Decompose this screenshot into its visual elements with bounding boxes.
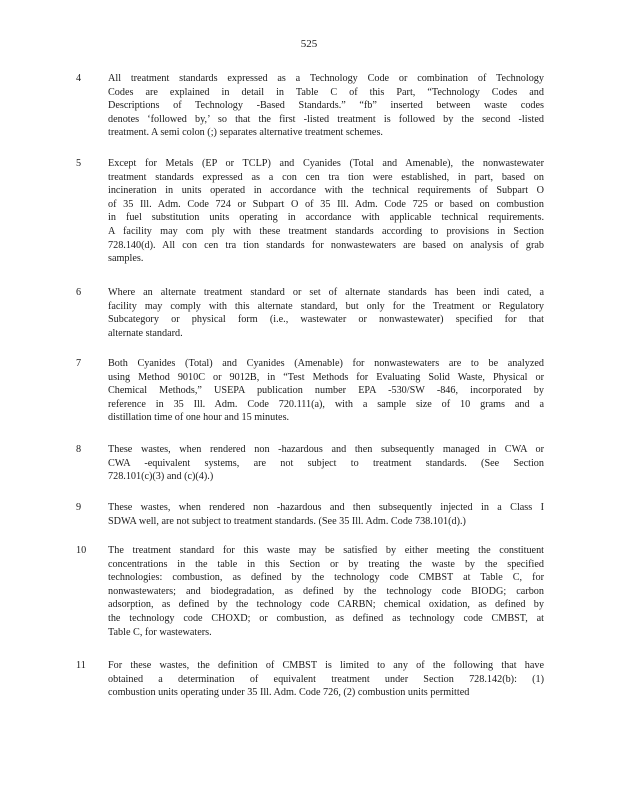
footnote-text bbox=[108, 544, 544, 639]
footnote-number: 10 bbox=[76, 545, 87, 556]
footnote-line: combustion units operating under 35 Ill. Adm. Code 726, (2) combustion units permitted bbox=[108, 687, 470, 699]
footnote-line: Codes are explained in detail in Table C of this Part, “Technology Codes and bbox=[108, 86, 544, 98]
footnote-line: treatment. A semi colon (;) separates alternative treatment schemes. bbox=[108, 127, 383, 139]
footnote-number: 11 bbox=[76, 660, 86, 671]
footnote-line: samples. bbox=[108, 253, 144, 265]
footnote-line: alternate standard. bbox=[108, 327, 183, 339]
footnote-number: 8 bbox=[76, 444, 82, 455]
footnote-line: Except for Metals (EP or TCLP) and Cyanides (Total and Amenable), the nonwastewater bbox=[108, 158, 544, 169]
footnote-line: CWA -equivalent systems, are not subject to treatment standards. (See Section bbox=[108, 457, 544, 469]
footnote-line: These wastes, when rendered non -hazardous and then subsequently managed in CWA or bbox=[108, 444, 544, 455]
footnote-number: 7 bbox=[76, 358, 82, 369]
footnote-text bbox=[108, 501, 544, 528]
footnote-line: facility may comply with this alternate standard, but only for the Treatment or Regulatory bbox=[108, 300, 544, 312]
footnote-line: Both Cyanides (Total) and Cyanides (Amenable) for nonwastewaters are to be analyzed bbox=[108, 358, 544, 369]
footnote-line: Chemical Methods,” USEPA publication number EPA -530/SW -846, incorporated by bbox=[108, 385, 544, 397]
footnote-line: of 35 Ill. Adm. Code 724 or Subpart O of 35 Ill. Adm. Code 725 or based on combustion bbox=[108, 198, 544, 210]
footnote-line: Where an alternate treatment standard or set of alternate standards has been indi cated, a bbox=[108, 287, 544, 298]
footnote-text bbox=[108, 157, 544, 266]
footnote-line: 728.140(d). All con cen tra tion standards for nonwastewaters are based on analysis of grab bbox=[108, 239, 544, 251]
footnote-line: These wastes, when rendered non -hazardous and then subsequently injected in a Class I bbox=[108, 502, 544, 513]
footnote-line: in fuel substitution units operating in accordance with applicable technical requirements. bbox=[108, 212, 544, 224]
footnote-line: A facility may com ply with these treatment standards according to provisions in Section bbox=[108, 225, 544, 237]
footnote-line: technologies: combustion, as defined by the technology code CMBST at Table C, for bbox=[108, 572, 544, 584]
footnote-line: SDWA well, are not subject to treatment standards. (See 35 Ill. Adm. Code 738.101(d).) bbox=[108, 515, 466, 527]
footnote-text bbox=[108, 357, 544, 425]
footnote-line: All treatment standards expressed as a Technology Code or combination of Technology bbox=[108, 73, 544, 84]
footnote-line: adsorption, as defined by the technology code CARBN; chemical oxidation, as defined by bbox=[108, 599, 544, 611]
footnote-line: obtained a determination of equivalent treatment under Section 728.142(b): (1) bbox=[108, 673, 544, 685]
footnote-number: 5 bbox=[76, 158, 82, 169]
footnote-text bbox=[108, 286, 544, 340]
footnote-line: reference in 35 Ill. Adm. Code 720.111(a), with a sample size of 10 grams and a bbox=[108, 398, 544, 410]
footnote-line: Table C, for wastewaters. bbox=[108, 626, 212, 638]
footnote-number: 6 bbox=[76, 287, 82, 298]
footnote-line: Descriptions of Technology -Based Standards.” “fb” inserted between waste codes bbox=[108, 100, 544, 112]
footnote-line: incineration in units operated in accordance with the technical requirements of Subpart O bbox=[108, 185, 544, 197]
footnote-line: treatment standards expressed as a con cen tra tion were established, in part, based on bbox=[108, 171, 544, 183]
footnote-line: concentrations in the table in this Section or by treating the waste by the specified bbox=[108, 558, 544, 570]
footnote-number: 9 bbox=[76, 502, 82, 513]
footnote-line: distillation time of one hour and 15 minutes. bbox=[108, 412, 290, 424]
footnote-line: the technology code CHOXD; or combustion, as defined as technology code CMBST, at bbox=[108, 612, 544, 624]
footnote-text bbox=[108, 443, 544, 484]
footnote-text bbox=[108, 72, 544, 140]
footnote-line: denotes ‘followed by,’ so that the first -listed treatment is followed by the second -listed bbox=[108, 113, 544, 125]
footnote-line: For these wastes, the definition of CMBST is limited to any of the following that have bbox=[108, 660, 544, 671]
footnote-line: Subcategory or physical form (i.e., wastewater or nonwastewater) specified for that bbox=[108, 314, 544, 326]
footnote-line: The treatment standard for this waste may be satisfied by either meeting the constituent bbox=[108, 545, 544, 556]
footnote-number: 4 bbox=[76, 73, 82, 84]
footnote-text bbox=[108, 659, 544, 700]
page-number: 525 bbox=[300, 38, 318, 50]
footnote-line: 728.101(c)(3) and (c)(4).) bbox=[108, 471, 214, 483]
footnote-line: using Method 9010C or 9012B, in “Test Methods for Evaluating Solid Waste, Physical or bbox=[108, 371, 544, 383]
footnote-line: nonwastewaters; and biodegradation, as defined by the technology code BIODG; carbon bbox=[108, 585, 544, 597]
